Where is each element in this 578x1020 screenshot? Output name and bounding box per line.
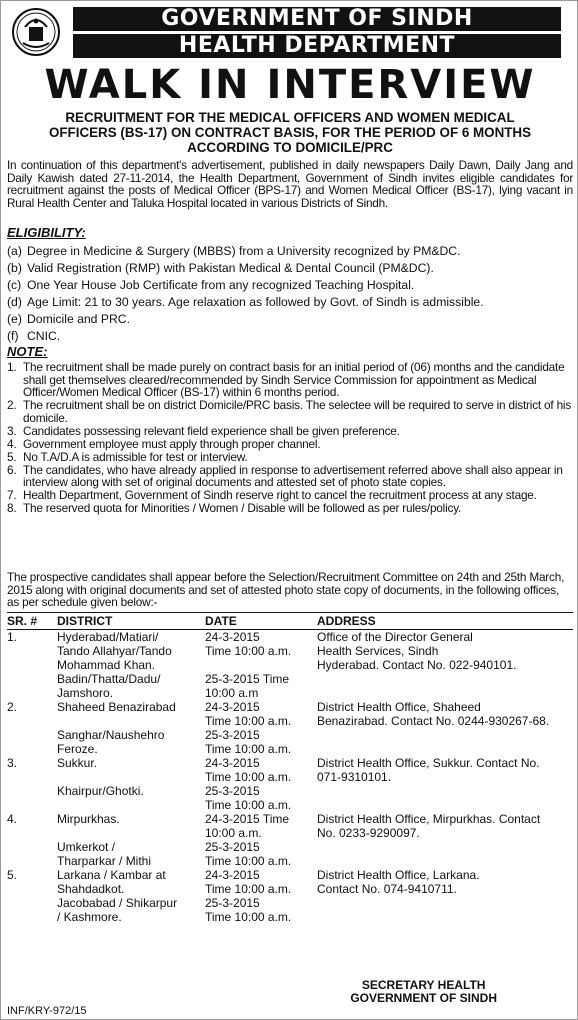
item-label: (e) [7, 312, 22, 326]
table-row [7, 672, 573, 700]
item-text: One Year House Job Certificate from any recognized Teaching Hospital. [27, 278, 415, 292]
cell-sr: 2. [7, 700, 18, 714]
table-row [7, 756, 573, 784]
item-text: CNIC. [27, 329, 61, 343]
eligibility-item [7, 260, 573, 277]
cell-date: 25-3-2015 Time 10:00 a.m. [205, 784, 292, 812]
cell-address: Office of the Director General Health Services, Sindh Hyderabad. Contact No. 022-940101. [317, 630, 517, 672]
note-number: 6. [7, 462, 17, 477]
eligibility-item [7, 328, 573, 345]
reference-code: INF/KRY-972/15 [7, 1005, 87, 1017]
cell-address: District Health Office, Larkana. Contact No. 074-9410711. [317, 868, 480, 896]
note-number: 7. [7, 488, 17, 502]
cell-address: District Health Office, Shaheed Benazirabad. Contact No. 0244-930267-68. [317, 700, 550, 728]
note-item [7, 361, 573, 399]
eligibility-list [7, 243, 573, 345]
item-label: (a) [7, 244, 22, 258]
cell-district: Sanghar/Naushehro Feroze. [57, 728, 165, 756]
note-text: The candidates, who have already applied in response to advertisement referred above shall also appear in interview along with set of original documents and attested set of photo state copies. [23, 462, 563, 489]
cell-district: Jacobabad / Shikarpur / Kashmore. [57, 896, 178, 924]
cell-address: District Health Office, Mirpurkhas. Contact No. 0233-9290097. [317, 812, 541, 840]
eligibility-item [7, 277, 573, 294]
item-text: Valid Registration (RMP) with Pakistan Medical & Dental Council (PM&DC). [27, 261, 434, 275]
cell-sr [7, 728, 57, 756]
note-text: The reserved quota for Minorities / Women / Disable will be followed as per rules/policy. [23, 501, 462, 515]
note-number: 2. [7, 398, 17, 412]
recruitment-subtitle [7, 110, 573, 155]
eligibility-heading: ELIGIBILITY: [7, 225, 86, 240]
cell-sr [7, 840, 57, 868]
item-label: (f) [7, 329, 19, 343]
subtitle-line: RECRUITMENT FOR THE MEDICAL OFFICERS AND WOMEN MEDICAL [65, 110, 515, 125]
subtitle-line: OFFICERS (BS-17) ON CONTRACT BASIS, FOR THE PERIOD OF 6 MONTHS [48, 125, 532, 140]
note-item [7, 489, 573, 502]
item-text: Domicile and PRC. [27, 312, 130, 326]
cell-date: 24-3-2015 Time 10:00 a.m. [205, 700, 292, 728]
page-title: WALK IN INTERVIEW [44, 62, 536, 108]
item-text: Age Limit: 21 to 30 years. Age relaxation as followed by Govt. of Sindh is admissible. [27, 295, 484, 309]
cell-sr [7, 784, 57, 812]
column-header-sr: SR. # [7, 613, 57, 630]
item-label: (c) [7, 278, 22, 292]
cell-date: 25-3-2015 Time 10:00 a.m. [205, 728, 292, 756]
cell-address [317, 840, 573, 868]
signatory-organization: GOVERNMENT OF SINDH [350, 991, 497, 1005]
eligibility-item [7, 243, 573, 260]
cell-district: Larkana / Kambar at Shahdadkot. [57, 868, 166, 896]
note-text: No T.A/D.A is admissible for test or interview. [23, 449, 248, 464]
cell-district: Badin/Thatta/Dadu/ Jamshoro. [57, 672, 161, 700]
table-row [7, 840, 573, 868]
note-text: Government employee must apply through proper channel. [23, 436, 321, 451]
column-header-address: ADDRESS [317, 613, 573, 630]
note-number: 3. [7, 423, 17, 438]
eligibility-item [7, 294, 573, 311]
cell-address [317, 672, 573, 700]
cell-sr: 1. [7, 630, 18, 644]
note-item [7, 425, 573, 438]
note-number: 1. [7, 360, 17, 374]
note-item [7, 399, 573, 424]
cell-date: 24-3-2015 Time 10:00 a.m. [205, 630, 292, 658]
table-header-row [7, 613, 573, 630]
cell-date: 25-3-2015 Time 10:00 a.m. [205, 896, 292, 924]
cell-address: District Health Office, Sukkur. Contact No. 071-9310101. [317, 756, 540, 784]
closing-paragraph: The prospective candidates shall appear before the Selection/Recruitment Committee on 24th and 25th March, 2015 along with original documents and set of attested photo state copy of documents, in the following offices, as per schedule given below:- [7, 570, 565, 609]
table-row [7, 700, 573, 728]
notes-list [7, 361, 573, 515]
table-row [7, 784, 573, 812]
table-row [7, 812, 573, 840]
cell-district: Hyderabad/Matiari/ Tando Allahyar/Tando Mohammad Khan. [57, 630, 172, 672]
table-row [7, 868, 573, 896]
note-item [7, 451, 573, 464]
cell-sr: 4. [7, 812, 18, 826]
cell-district: Umkerkot / Tharparkar / Mithi [57, 840, 152, 868]
table-row [7, 630, 573, 673]
cell-district: Sukkur. [57, 756, 98, 770]
interview-schedule-table [7, 612, 573, 924]
signatory-title: SECRETARY HEALTH [361, 978, 486, 992]
note-number: 5. [7, 449, 17, 464]
cell-district: Mirpurkhas. [57, 812, 120, 826]
cell-district: Khairpur/Ghotki. [57, 784, 144, 798]
note-number: 8. [7, 501, 17, 515]
note-text: Health Department, Government of Sindh reserve right to cancel the recruitment process at any stage. [23, 488, 537, 502]
item-label: (b) [7, 261, 22, 275]
note-text: The recruitment shall be on district Domicile/PRC basis. The selectee will be required to serve in district of his domicile. [23, 398, 572, 425]
intro-paragraph: In continuation of this department's advertisement, published in daily newspapers Daily Dawn, Daily Jang and Daily Kawish dated 27-11-2014, the Health Department, Government of Sindh invites eligible candidates for recruitment against the posts of Medical Officer (BPS-17) and Women Medical Officer (BS-17), lying vacant in Rural Health Center and Taluka Hospital located in various Districts of Sindh. [7, 158, 573, 210]
cell-address [317, 728, 573, 756]
cell-district: Shaheed Benazirabad [57, 700, 176, 714]
sindh-government-seal-icon [11, 7, 61, 57]
note-item [7, 502, 573, 515]
cell-date: 24-3-2015 Time 10:00 a.m. [205, 756, 292, 784]
cell-sr [7, 672, 57, 700]
note-number: 4. [7, 436, 17, 451]
header-banner [1, 1, 578, 63]
item-text: Degree in Medicine & Surgery (MBBS) from a University recognized by PM&DC. [27, 244, 461, 258]
cell-sr [7, 896, 57, 924]
cell-date: 25-3-2015 Time 10:00 a.m. [205, 840, 292, 868]
cell-date: 24-3-2015 Time 10:00 a.m. [205, 868, 292, 896]
subtitle-line: ACCORDING TO DOMICILE/PRC [187, 140, 393, 155]
cell-date: 25-3-2015 Time 10:00 a.m [205, 672, 290, 700]
table-row [7, 896, 573, 924]
note-text: Candidates possessing relevant field experience shall be given preference. [23, 423, 400, 438]
cell-sr: 5. [7, 868, 18, 882]
column-header-date: DATE [205, 613, 317, 630]
cell-address [317, 784, 573, 812]
header-government-of-sindh: GOVERNMENT OF SINDH [73, 7, 561, 31]
note-item [7, 438, 573, 451]
header-health-department: HEALTH DEPARTMENT [73, 34, 561, 58]
eligibility-item [7, 311, 573, 328]
column-header-district: DISTRICT [57, 613, 205, 630]
note-item [7, 464, 573, 489]
cell-address [317, 896, 573, 924]
note-heading: NOTE: [7, 344, 48, 359]
table-row [7, 728, 573, 756]
item-label: (d) [7, 295, 22, 309]
schedule-body [7, 630, 573, 925]
note-text: The recruitment shall be made purely on contract basis for an initial period of (06) months and the candidate shall get themselves cleared/recommended by Sindh Service Commission for appointment as Medical Officer/Women Medical Officer (BS-17) within 6 months period. [23, 360, 565, 399]
cell-sr: 3. [7, 756, 18, 770]
signature-block [350, 979, 497, 1005]
cell-date: 24-3-2015 Time 10:00 a.m. [205, 812, 290, 840]
